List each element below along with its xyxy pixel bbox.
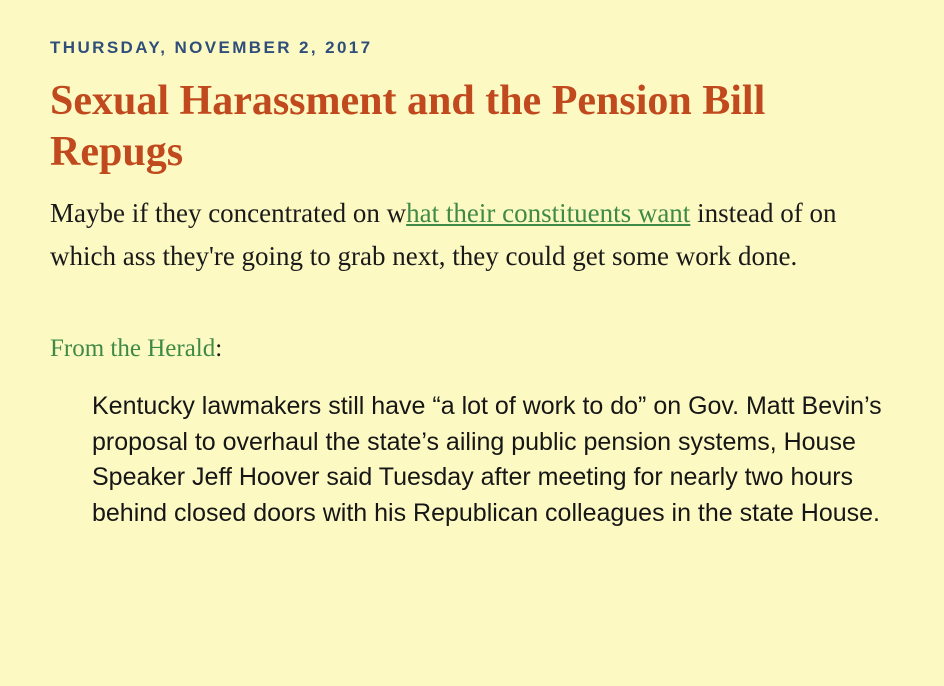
- post-lede: [50, 192, 894, 277]
- source-colon: :: [215, 334, 223, 362]
- source-link-herald[interactable]: From the Herald: [50, 334, 216, 362]
- constituents-link[interactable]: hat their constituents want: [406, 198, 691, 229]
- pull-quote: Kentucky lawmakers still have “a lot of work to do” on Gov. Matt Bevin’s proposal to overhaul the state’s ailing public pension systems, House Speaker Jeff Hoover said Tuesday after meeting for nearly two hours behind closed doors with his Republican colleagues in the state House.: [92, 392, 882, 527]
- lede-text-after-link: instead of on which ass they're going to grab next, they could get some work done.: [50, 198, 837, 272]
- source-attribution: [50, 330, 894, 368]
- post-title: Sexual Harassment and the Pension Bill Repugs: [50, 78, 766, 176]
- post-date: THURSDAY, NOVEMBER 2, 2017: [50, 38, 373, 57]
- lede-text-before-link: Maybe if they concentrated on w: [50, 198, 407, 229]
